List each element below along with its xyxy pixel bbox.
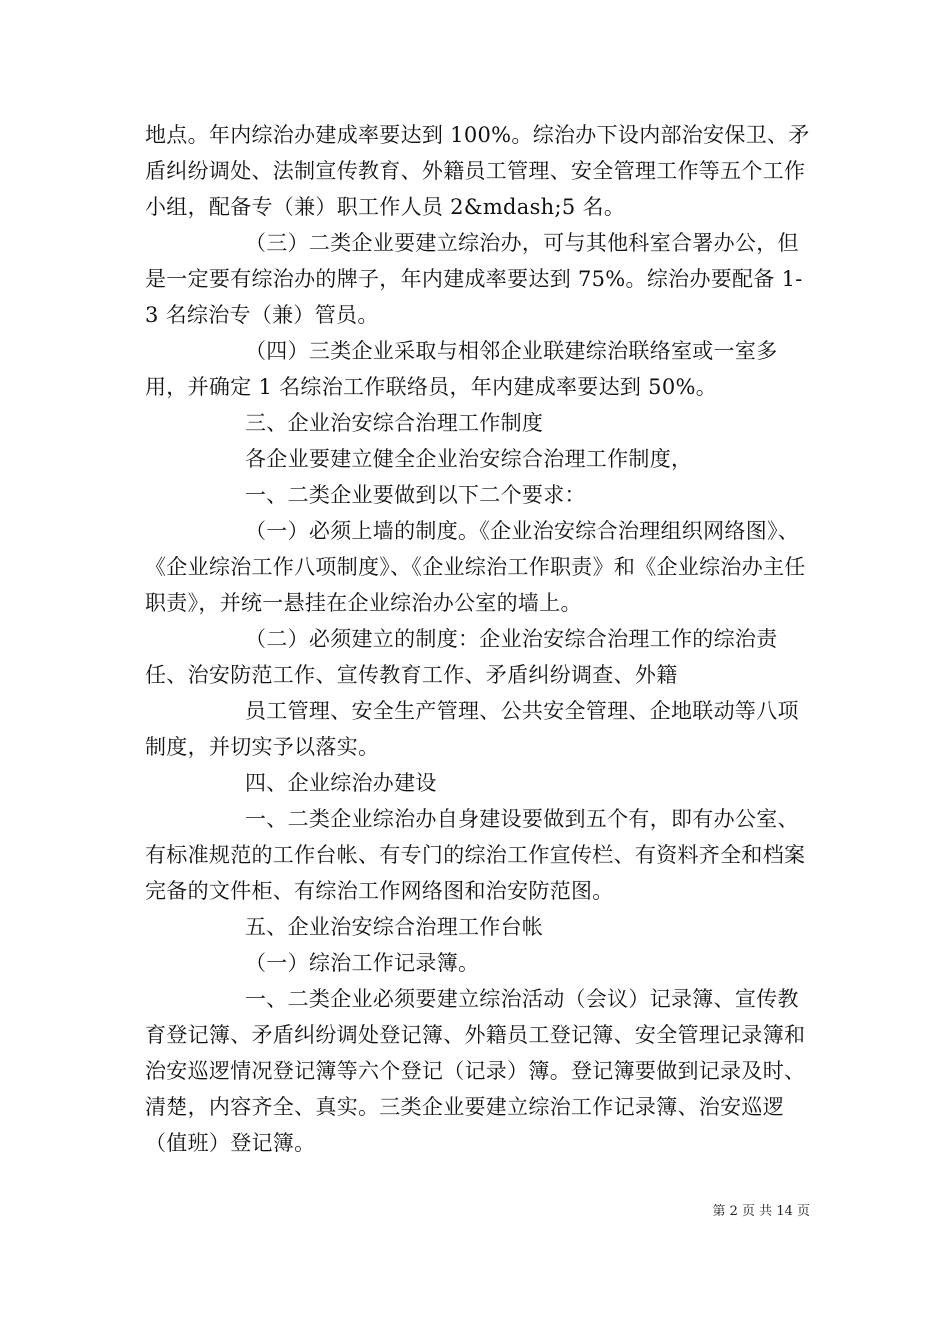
section-heading-four: 四、企业综治办建设 xyxy=(245,771,437,795)
paragraph-intro: 各企业要建立健全企业治安综合治理工作制度， xyxy=(245,447,693,471)
paragraph-office-construction: 一、二类企业综治办自身建设要做到五个有，即有办公室、有标准规范的工作台帐、有专门的综治工作宣传栏、有资料齐全和档案完备的文件柜、有综治工作网络图和治安防范图。 xyxy=(145,807,806,903)
paragraph-requirements: 一、二类企业要做到以下二个要求： xyxy=(245,483,586,507)
document-body xyxy=(145,117,810,1161)
paragraph-item-three: （三）二类企业要建立综治办，可与其他科室合署办公，但是一定要有综治办的牌子，年内建成率要达到 75%。综治办要配备 1-3 名综治专（兼）管员。 xyxy=(145,231,803,327)
paragraph-record-requirements: 一、二类企业必须要建立综治活动（会议）记录簿、宣传教育登记簿、矛盾纠纷调处登记簿、外籍员工登记簿、安全管理记录簿和治安巡逻情况登记簿等六个登记（记录）簿。登记簿要做到记录及时、清楚，内容齐全、真实。三类企业要建立综治工作记录簿、治安巡逻（值班）登记簿。 xyxy=(145,987,806,1155)
paragraph-wall-rules: （一）必须上墙的制度。《企业治安综合治理组织网络图》、《企业综治工作八项制度》、《企业综治工作职责》和《企业综治办主任职责》，并统一悬挂在企业综治办公室的墙上。 xyxy=(145,519,806,615)
section-heading-three: 三、企业治安综合治理工作制度 xyxy=(245,411,544,435)
paragraph-required-rules-continued: 员工管理、安全生产管理、公共安全管理、企地联动等八项制度，并切实予以落实。 xyxy=(145,699,799,759)
section-heading-five: 五、企业治安综合治理工作台帐 xyxy=(245,915,544,939)
paragraph-record-book: （一）综治工作记录簿。 xyxy=(245,951,480,975)
paragraph-required-rules: （二）必须建立的制度：企业治安综合治理工作的综治责任、治安防范工作、宣传教育工作、矛盾纠纷调查、外籍 xyxy=(145,627,778,687)
paragraph-continuation: 地点。年内综治办建成率要达到 100%。综治办下设内部治安保卫、矛盾纠纷调处、法制宣传教育、外籍员工管理、安全管理工作等五个工作小组，配备专（兼）职工作人员 2&mdash;5 名。 xyxy=(145,123,810,219)
page-number: 第 2 页 共 14 页 xyxy=(712,1204,810,1219)
paragraph-item-four: （四）三类企业采取与相邻企业联建综治联络室或一室多用，并确定 1 名综治工作联络员，年内建成率要达到 50%。 xyxy=(145,339,778,399)
